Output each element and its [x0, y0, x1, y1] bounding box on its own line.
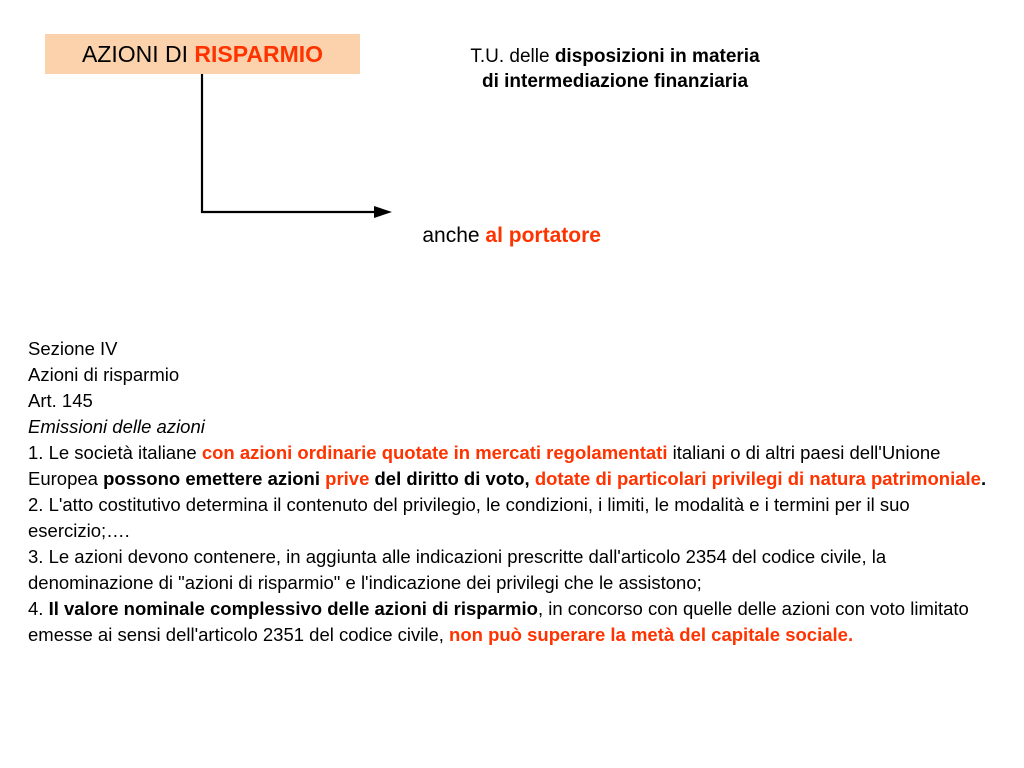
p4-part-b: Il valore nominale complessivo delle azioni di risparmio — [48, 598, 538, 619]
header-line1-plain: T.U. delle — [470, 46, 555, 67]
body-paragraph-4 — [28, 596, 1003, 648]
title-text-plain: AZIONI DI — [81, 40, 195, 67]
p4-part-d: non può superare la metà del capitale sociale. — [449, 624, 854, 645]
body-line-articolo: Art. 145 — [28, 390, 93, 411]
header-line1-bold: disposizioni in materia — [554, 46, 760, 67]
p4-part-c: , in concorso con quelle delle azioni con voto limitato emesse ai sensi dell'articolo 2351 del codice civile, — [28, 598, 969, 645]
body-line-sezione: Sezione IV — [28, 338, 118, 359]
body-paragraph-1 — [28, 440, 1003, 492]
p1-part-c: italiani o di altri paesi dell'Unione Europea — [28, 442, 941, 489]
body-text-block — [28, 336, 1003, 648]
title-text-highlight: RISPARMIO — [194, 40, 324, 67]
header-subtitle-line1 — [400, 44, 830, 69]
header-line2-bold: di intermediazione finanziaria — [481, 71, 749, 92]
p1-part-e: prive — [325, 468, 370, 489]
callout-anche-al-portatore — [399, 200, 601, 272]
body-paragraph-3: 3. Le azioni devono contenere, in aggiunta alle indicazioni prescritte dall'articolo 2354 del codice civile, la denominazione di "azioni di risparmio" e l'indicazione dei privilegi che le assistono; — [28, 546, 887, 593]
header-subtitle — [400, 44, 830, 94]
callout-plain: anche — [422, 224, 486, 247]
body-line-emissioni: Emissioni delle azioni — [28, 416, 205, 437]
p1-part-b: con azioni ordinarie quotate in mercati regolamentati — [201, 442, 668, 463]
callout-highlight: al portatore — [485, 224, 601, 247]
body-paragraph-2: 2. L'atto costitutivo determina il contenuto del privilegio, le condizioni, i limiti, le modalità e i termini per il suo esercizio;…. — [28, 494, 910, 541]
p1-part-h: . — [980, 468, 987, 489]
title-box — [45, 34, 360, 74]
elbow-arrow-icon — [196, 74, 396, 224]
p1-part-d: possono emettere azioni — [103, 468, 326, 489]
p1-part-f: del diritto di voto, — [369, 468, 535, 489]
header-subtitle-line2 — [400, 69, 830, 94]
p4-part-a: 4. — [28, 598, 49, 619]
body-line-azioni-di-risparmio: Azioni di risparmio — [28, 364, 180, 385]
p1-part-g: dotate di particolari privilegi di natura patrimoniale — [534, 468, 981, 489]
p1-part-a: 1. Le società italiane — [28, 442, 202, 463]
